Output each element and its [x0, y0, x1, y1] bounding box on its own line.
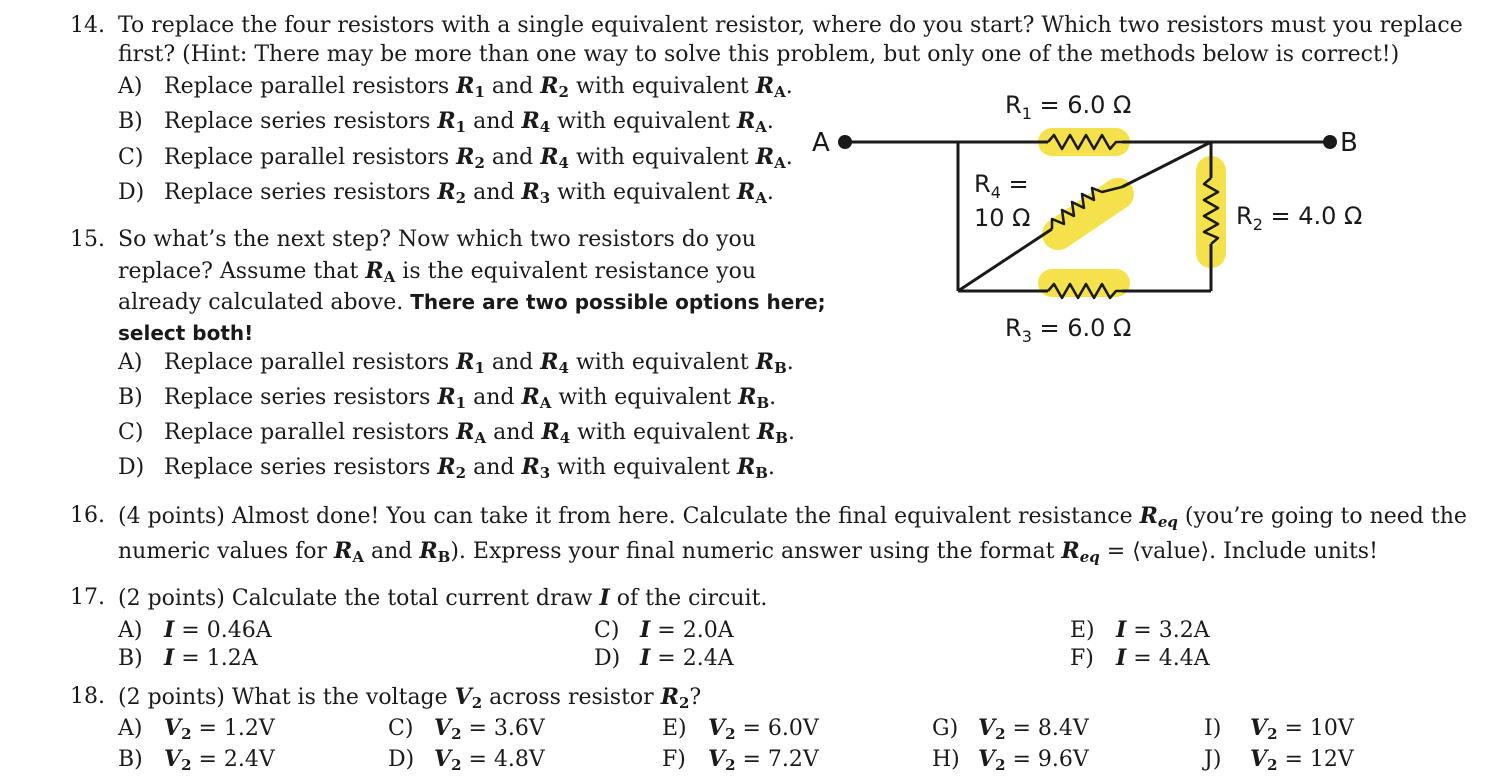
q18-option[interactable]: F) $V_2 = 7.2V$	[662, 746, 819, 774]
option-label: B)	[118, 109, 143, 134]
q16-number: 16.	[70, 503, 105, 528]
option-label: J)	[1204, 747, 1222, 772]
option-label: C)	[118, 420, 144, 445]
q15-instruction-bold: There are two possible options here;	[410, 290, 826, 314]
r4-value: 10 Ω	[974, 204, 1031, 232]
option-label: C)	[388, 716, 414, 741]
q17-option[interactable]: D) I = 2.4A	[594, 645, 734, 671]
q15-question-line2: replace? Assume that $R_A$ is the equivalent resistance you	[118, 258, 757, 286]
q16-question-line2: numeric values for $R_A$ and $R_B$). Express your final numeric answer using the format $R_{eq}$ = ⟨value⟩. Include units!	[118, 538, 1378, 566]
q18-option[interactable]: G) $V_2 = 8.4V$	[932, 715, 1089, 743]
q18-option[interactable]: A) $V_2 = 1.2V$	[118, 715, 275, 743]
wire-diag-lower	[958, 229, 1052, 291]
q18-option[interactable]: D) $V_2 = 4.8V$	[388, 746, 545, 774]
node-a-dot	[838, 135, 852, 149]
q15-number: 15.	[70, 227, 105, 252]
option-label: B)	[118, 646, 143, 671]
q15-option[interactable]: A) Replace parallel resistors $R_1$ and $R_4$ with equivalent $R_B$.	[118, 349, 794, 377]
q14-option[interactable]: A) Replace parallel resistors $R_1$ and $R_2$ with equivalent $R_A$.	[118, 73, 793, 101]
option-label: D)	[594, 646, 621, 671]
q15-option[interactable]: C) Replace parallel resistors $R_A$ and $R_4$ with equivalent $R_B$.	[118, 419, 795, 447]
option-label: A)	[118, 74, 143, 99]
option-label: E)	[662, 716, 687, 741]
q14-number: 14.	[70, 13, 105, 38]
r1-label: $R_1 = 6.0$ Ω	[1005, 91, 1132, 123]
circuit-diagram	[800, 86, 1420, 346]
node-a-label: A	[812, 128, 830, 158]
q15-question-line1: So what’s the next step? Now which two resistors do you	[118, 227, 756, 252]
option-label: A)	[118, 350, 143, 375]
r3-highlight	[1038, 269, 1130, 297]
q14-option[interactable]: C) Replace parallel resistors $R_2$ and $R_4$ with equivalent $R_A$.	[118, 144, 793, 172]
option-label: B)	[118, 385, 143, 410]
node-b-label: B	[1340, 128, 1358, 158]
option-label: A)	[118, 716, 143, 741]
q18-number: 18.	[70, 684, 105, 709]
node-b-dot	[1323, 135, 1337, 149]
r2-label: $R_2 = 4.0$ Ω	[1236, 202, 1363, 234]
q15-question-line4: select both!	[118, 321, 254, 345]
q18-option[interactable]: B) $V_2 = 2.4V$	[118, 746, 275, 774]
option-label: D)	[118, 180, 145, 205]
option-label: C)	[118, 145, 144, 170]
q17-number: 17.	[70, 585, 105, 610]
r4-label: $R_4$ =	[974, 170, 1029, 202]
option-label: F)	[1070, 646, 1094, 671]
q17-option[interactable]: A) I = 0.46A	[118, 617, 272, 643]
r3-label: $R_3 = 6.0$ Ω	[1005, 314, 1132, 346]
q18-question: (2 points) What is the voltage $V_2$ across resistor $R_2$?	[118, 684, 702, 712]
option-label: D)	[118, 455, 145, 480]
q18-option[interactable]: E) $V_2 = 6.0V$	[662, 715, 819, 743]
option-label: B)	[118, 747, 143, 772]
q17-option[interactable]: B) I = 1.2A	[118, 645, 258, 671]
q18-option[interactable]: J) $V_2 = 12V$	[1204, 746, 1354, 774]
q15-option[interactable]: D) Replace series resistors $R_2$ and $R_3$ with equivalent $R_B$.	[118, 454, 775, 482]
q17-option[interactable]: C) I = 2.0A	[594, 617, 734, 643]
q15-question-line3: already calculated above. There are two possible options here;	[118, 290, 826, 315]
q14-option[interactable]: D) Replace series resistors $R_2$ and $R_3$ with equivalent $R_A$.	[118, 179, 774, 207]
q14-question-line2: first? (Hint: There may be more than one way to solve this problem, but only one of the methods below is correct!)	[118, 42, 1400, 67]
option-label: E)	[1070, 618, 1095, 643]
option-label: F)	[662, 747, 686, 772]
q17-question: (2 points) Calculate the total current draw I of the circuit.	[118, 585, 768, 611]
option-label: H)	[932, 747, 960, 772]
q18-option[interactable]: C) $V_2 = 3.6V$	[388, 715, 545, 743]
q18-option[interactable]: H) $V_2 = 9.6V$	[932, 746, 1089, 774]
q15-option[interactable]: B) Replace series resistors $R_1$ and $R_A$ with equivalent $R_B$.	[118, 384, 777, 412]
option-label: C)	[594, 618, 620, 643]
q14-question-line1: To replace the four resistors with a single equivalent resistor, where do you start? Which two resistors must you replace	[118, 13, 1463, 38]
option-label: G)	[932, 716, 959, 741]
option-label: D)	[388, 747, 415, 772]
q18-option[interactable]: I) $V_2 = 10V$	[1204, 715, 1354, 743]
q17-option[interactable]: E) I = 3.2A	[1070, 617, 1210, 643]
q14-option[interactable]: B) Replace series resistors $R_1$ and $R_4$ with equivalent $R_A$.	[118, 108, 774, 136]
option-label: A)	[118, 618, 143, 643]
q16-question-line1: (4 points) Almost done! You can take it from here. Calculate the final equivalent resistance $R_{eq}$ (you’re going to need the	[118, 503, 1467, 531]
option-label: I)	[1204, 716, 1222, 741]
q17-option[interactable]: F) I = 4.4A	[1070, 645, 1210, 671]
